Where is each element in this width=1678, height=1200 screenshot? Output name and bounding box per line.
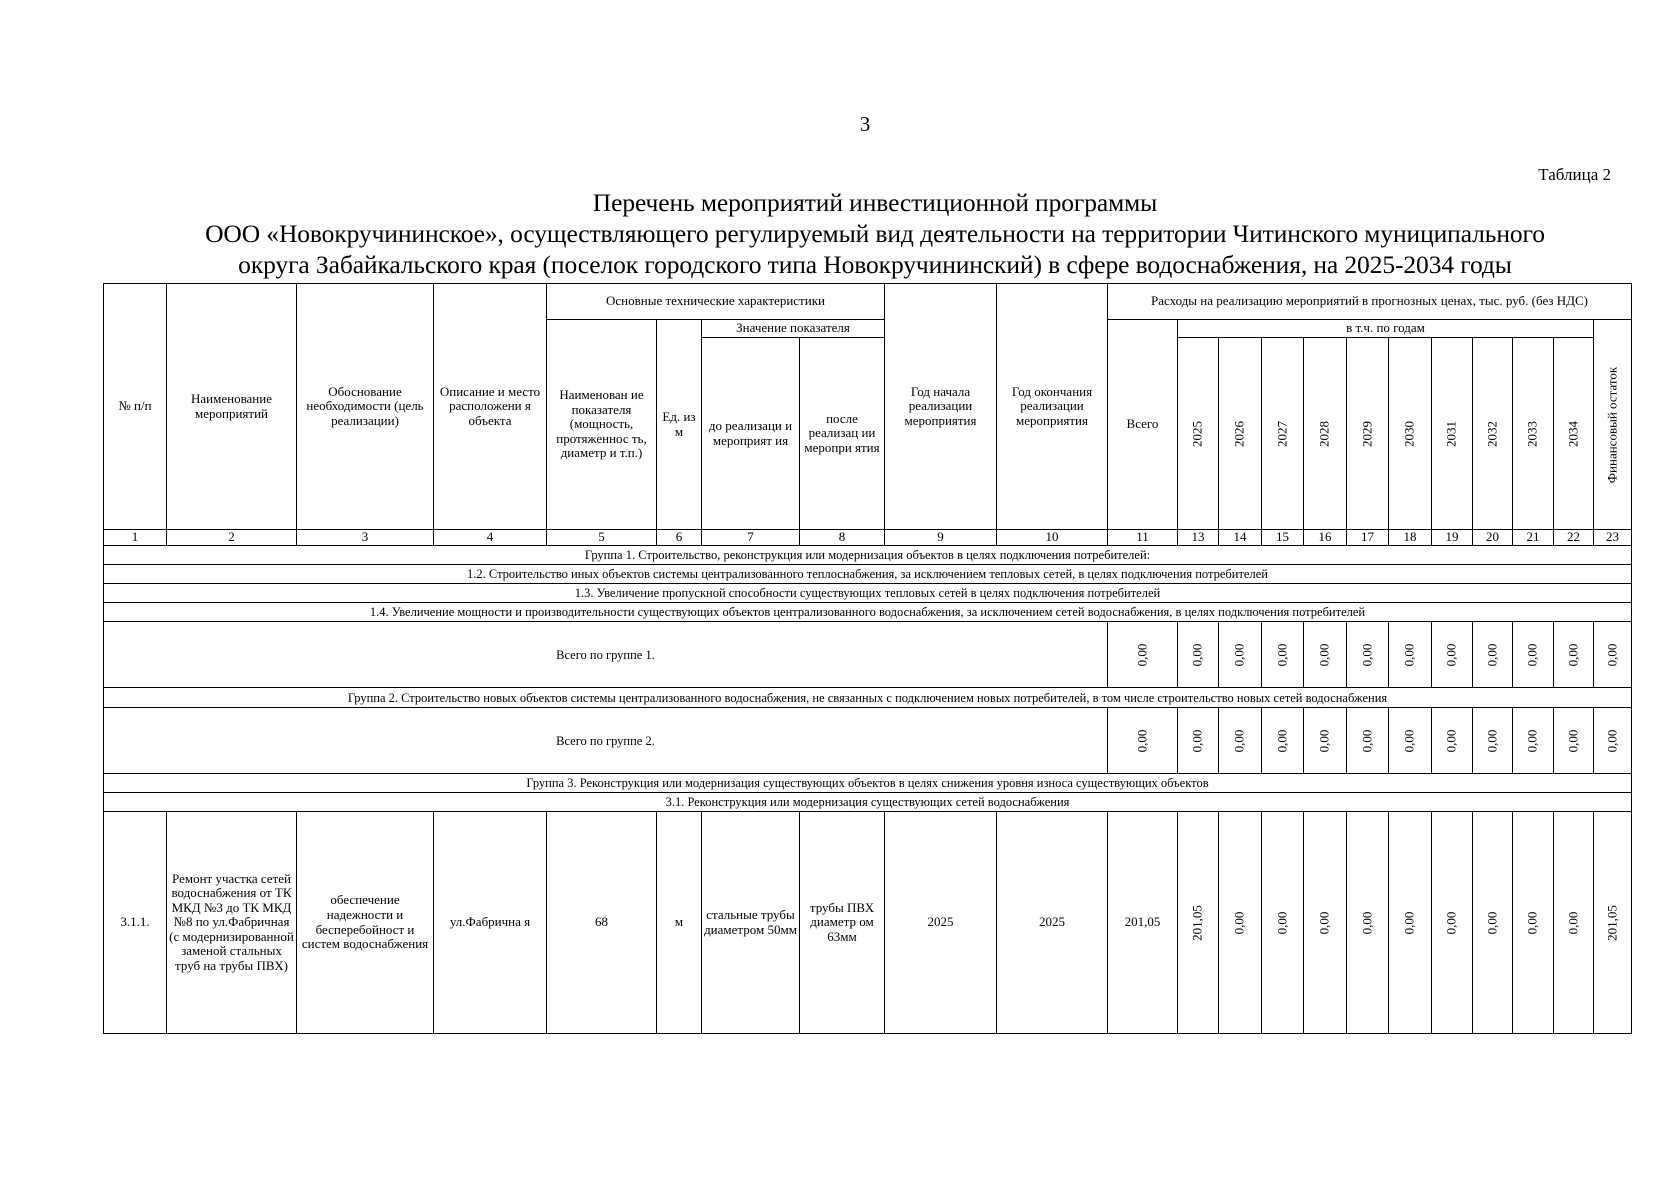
header-year-2034: 2034 [1554,338,1594,530]
col-number: 8 [800,530,885,546]
item-name: Ремонт участка сетей водоснабжения от ТК МКД №3 до ТК МКД №8 по ул.Фабричная (с модернизированной заменой стальных труб на трубы ПВХ) [167,812,297,1034]
page-number: 3 [859,112,871,136]
item-3-1-1-row [104,812,1632,1034]
subgroup-1-3-row: 1.3. Увеличение пропускной способности существующих тепловых сетей в целях подключения потребителей [104,584,1632,603]
col-number: 21 [1513,530,1554,546]
cell-2034: 0,00 [1554,622,1594,688]
header-year-2031: 2031 [1432,338,1473,530]
cell-2025: 0,00 [1178,622,1219,688]
header-year-2030: 2030 [1389,338,1432,530]
total-group-1-label: Всего по группе 1. [104,622,1108,688]
item-year-start: 2025 [885,812,997,1034]
header-unit: Ед. из м [657,320,702,530]
col-number: 7 [702,530,800,546]
title-line-3: округа Забайкальского края (поселок городского типа Новокручининский) в сфере водоснабжения, на 2025-2034 годы [238,250,1512,279]
col-number: 3 [297,530,434,546]
cell-remainder: 0,00 [1594,622,1632,688]
header-indicator-value: Значение показателя [702,320,885,338]
item-justification: обеспечение надежности и бесперебойност и систем водоснабжения [297,812,434,1034]
cell-2031: 0,00 [1432,812,1473,1034]
cell-2033: 0,00 [1513,622,1554,688]
cell-2027: 0,00 [1262,708,1304,774]
col-number: 11 [1108,530,1178,546]
total-group-2-row [104,708,1632,774]
cell-2030: 0,00 [1389,812,1432,1034]
group-3-row: Группа 3. Реконструкция или модернизация существующих объектов в целях снижения уровня износа существующих объектов [104,774,1632,793]
header-year-2025: 2025 [1178,338,1219,530]
col-number: 5 [547,530,657,546]
cell-2030: 0,00 [1389,708,1432,774]
cell-2029: 0,00 [1347,622,1389,688]
cell-2030: 0,00 [1389,622,1432,688]
header-costs: Расходы на реализацию мероприятий в прогнозных ценах, тыс. руб. (без НДС) [1108,284,1632,320]
title-line-2: ООО «Новокручининское», осуществляющего регулируемый вид деятельности на территории Читинского муниципального [205,219,1545,248]
cell-2032: 0,00 [1473,708,1513,774]
header-year-2032: 2032 [1473,338,1513,530]
header-year-end: Год окончания реализации мероприятия [997,284,1108,530]
header-justification: Обоснование необходимости (цель реализации) [297,284,434,530]
cell-2032: 0,00 [1473,622,1513,688]
header-year-start: Год начала реализации мероприятия [885,284,997,530]
total-group-2-label: Всего по группе 2. [104,708,1108,774]
cell-2027: 0,00 [1262,812,1304,1034]
cell-2032: 0,00 [1473,812,1513,1034]
col-number: 13 [1178,530,1219,546]
cell-2033: 0,00 [1513,812,1554,1034]
header-after: после реализац ии меропри ятия [800,338,885,530]
investment-table [103,283,1632,1034]
col-number: 23 [1594,530,1632,546]
col-number: 6 [657,530,702,546]
item-total: 201,05 [1108,812,1178,1034]
cell-remainder: 0,00 [1594,708,1632,774]
item-indicator-value: 68 [547,812,657,1034]
col-number: 14 [1219,530,1262,546]
header-year-2026: 2026 [1219,338,1262,530]
col-number: 22 [1554,530,1594,546]
header-year-2028: 2028 [1304,338,1347,530]
cell-2025: 0,00 [1178,708,1219,774]
col-number: 17 [1347,530,1389,546]
cell-total: 0,00 [1108,622,1178,688]
item-unit: м [657,812,702,1034]
header-indicator-name: Наименован ие показателя (мощность, протяженнос ть, диаметр и т.п.) [547,320,657,530]
cell-2026: 0,00 [1219,622,1262,688]
col-number: 15 [1262,530,1304,546]
cell-2034: 0,00 [1554,708,1594,774]
group-1-row: Группа 1. Строительство, реконструкция или модернизация объектов в целях подключения потребителей: [104,546,1632,565]
item-year-end: 2025 [997,812,1108,1034]
col-number: 10 [997,530,1108,546]
item-num: 3.1.1. [104,812,167,1034]
group-2-row: Группа 2. Строительство новых объектов системы централизованного водоснабжения, не связанных с подключением новых потребителей, в том числе строительство новых сетей водоснабжения [104,688,1632,708]
cell-2029: 0,00 [1347,812,1389,1034]
cell-total: 0,00 [1108,708,1178,774]
title-line-1: Перечень мероприятий инвестиционной программы [592,188,1158,217]
cell-2026: 0,00 [1219,812,1262,1034]
header-num: № п/п [104,284,167,530]
subgroup-3-1-row: 3.1. Реконструкция или модернизация существующих сетей водоснабжения [104,793,1632,812]
header-before: до реализаци и мероприят ия [702,338,800,530]
col-number: 4 [434,530,547,546]
header-by-years: в т.ч. по годам [1178,320,1594,338]
table-label: Таблица 2 [1538,165,1611,184]
cell-2027: 0,00 [1262,622,1304,688]
header-year-2027: 2027 [1262,338,1304,530]
cell-2028: 0,00 [1304,622,1347,688]
item-before: стальные трубы диаметром 50мм [702,812,800,1034]
header-total: Всего [1108,320,1178,530]
col-number: 16 [1304,530,1347,546]
col-number: 18 [1389,530,1432,546]
item-after: трубы ПВХ диаметр ом 63мм [800,812,885,1034]
column-numbers-row [104,530,1632,546]
cell-2033: 0,00 [1513,708,1554,774]
col-number: 2 [167,530,297,546]
header-name: Наименование мероприятий [167,284,297,530]
document-title [105,187,1645,280]
header-description: Описание и место расположени я объекта [434,284,547,530]
col-number: 1 [104,530,167,546]
col-number: 9 [885,530,997,546]
item-description: ул.Фабрична я [434,812,547,1034]
subgroup-1-2-row: 1.2. Строительство иных объектов системы централизованного теплоснабжения, за исключением тепловых сетей, в целях подключения потребителей [104,565,1632,584]
header-fin-remainder: Финансовый остаток [1594,320,1632,530]
cell-2031: 0,00 [1432,622,1473,688]
header-tech-characteristics: Основные технические характеристики [547,284,885,320]
col-number: 19 [1432,530,1473,546]
cell-2026: 0,00 [1219,708,1262,774]
header-year-2033: 2033 [1513,338,1554,530]
col-number: 20 [1473,530,1513,546]
cell-2034: 0,00 [1554,812,1594,1034]
total-group-1-row [104,622,1632,688]
cell-remainder: 201,05 [1594,812,1632,1034]
cell-2029: 0,00 [1347,708,1389,774]
cell-2028: 0,00 [1304,708,1347,774]
subgroup-1-4-row: 1.4. Увеличение мощности и производительности существующих объектов централизованного водоснабжения, за исключением сетей водоснабжения, в целях подключения потребителей [104,603,1632,622]
cell-2025: 201,05 [1178,812,1219,1034]
header-year-2029: 2029 [1347,338,1389,530]
cell-2031: 0,00 [1432,708,1473,774]
cell-2028: 0,00 [1304,812,1347,1034]
